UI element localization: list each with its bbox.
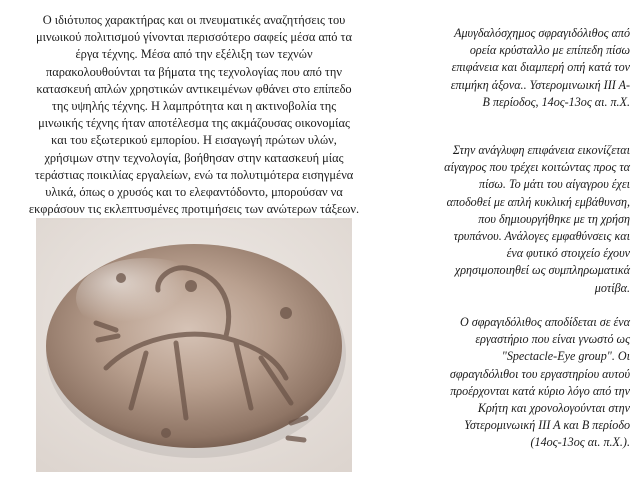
caption-line: μοτίβα. [594,280,630,295]
caption-line: αποδοθεί με απλή κυκλική εμβάθυνση, [446,194,630,209]
caption-line: αίγαγρος που τρέχει κοιτώντας προς τα [444,160,630,175]
caption-description [395,25,630,111]
main-line: μινωικού πολιτισμού γίνονται περισσότερο σαφείς μέσα από τα [36,30,352,45]
caption-line: επιμήκη άξονα.. Υστερομινωική ΙΙΙ Α- [450,77,630,92]
caption-line: ορεία κρύσταλλο με επίπεδη πίσω [469,43,630,58]
main-line: κατασκευή απλών χρηστικών αντικειμένων φθάνει στο επίπεδο [36,81,352,96]
caption-line: που δημιουργήθηκε με τη χρήση [478,211,630,226]
caption-line: ένα φυτικό στοιχείο έχουν [506,246,630,261]
main-line: χρήσιμων στην τεχνολογία, βοήθησαν στην κατασκευή μίας [44,150,344,165]
caption-line: Κρήτη και χρονολογούνται στην [477,401,630,416]
caption-line: Αμυγδαλόσχημος σφραγιδόλιθος από [454,26,630,40]
main-line: παρακολουθούνται τα βήματα της τεχνολογίας που από την [46,64,342,79]
main-line: και του εξωτερικού εμπορίου. Η εισαγωγή πρώτων υλών, [51,133,337,148]
caption-line: πίσω. Το μάτι του αίγαγρου έχει [479,177,630,192]
caption-line: επιφάνεια και διαμπερή οπή κατά τον [451,60,630,75]
main-line: της υψηλής τέχνης. Η λαμπρότητα και η ακτινοβολία της [51,99,337,114]
seal-stone-image [36,218,352,472]
caption-line: Στην ανάγλυφη επιφάνεια εικονίζεται [452,143,630,157]
caption-line: Β περίοδος, 14ος-13ος αι. π.Χ. [482,94,630,109]
main-line: Ο ιδιότυπος χαρακτήρας και οι πνευματικές αναζητήσεις του [42,13,346,27]
caption-line: Ο σφραγιδόλιθος αποδίδεται σε ένα [460,315,630,329]
caption-line: σφραγιδόλιθοι του εργαστηρίου αυτού [449,366,630,381]
caption-line: "Spectacle-Eye group". Οι [501,349,630,364]
caption-line: εργαστήριο που είναι γνωστό ως [475,332,630,347]
caption-iconography [395,142,630,297]
caption-line: (14ος-13ος αι. π.Χ.). [530,435,630,450]
main-line: υλικά, όπως ο χρυσός και το ελεφαντόδοντο, μπορούσαν να [45,185,343,200]
caption-line: προέρχονται κατά κύριο λόγο από την [450,383,630,398]
caption-line: χρησιμοποιηθεί ως συμπληρωματικά [454,263,630,278]
caption-line: Υστερομινωική ΙΙΙ Α και Β περίοδο [464,418,630,433]
main-line: τεράστιας ποικιλίας εργαλείων, ενώ τα πολυτιμότερα εισηγμένα [34,167,354,182]
main-line: έργα τέχνης. Μέσα από την εξέλιξη των τεχνών [75,47,313,62]
main-line: μινωικής τέχνης ήταν αποτέλεσμα της ακμάζουσας οικονομίας [38,116,350,131]
main-line: εκφράσουν τις εκλεπτυσμένες προτιμήσεις των ανώτερων τάξεων. [28,202,360,217]
caption-line: τρυπάνου. Ανάλογες εμφαθύνσεις και [453,229,630,244]
seal-stone-photo [36,218,352,472]
main-paragraph [8,12,380,218]
caption-workshop [395,314,630,452]
